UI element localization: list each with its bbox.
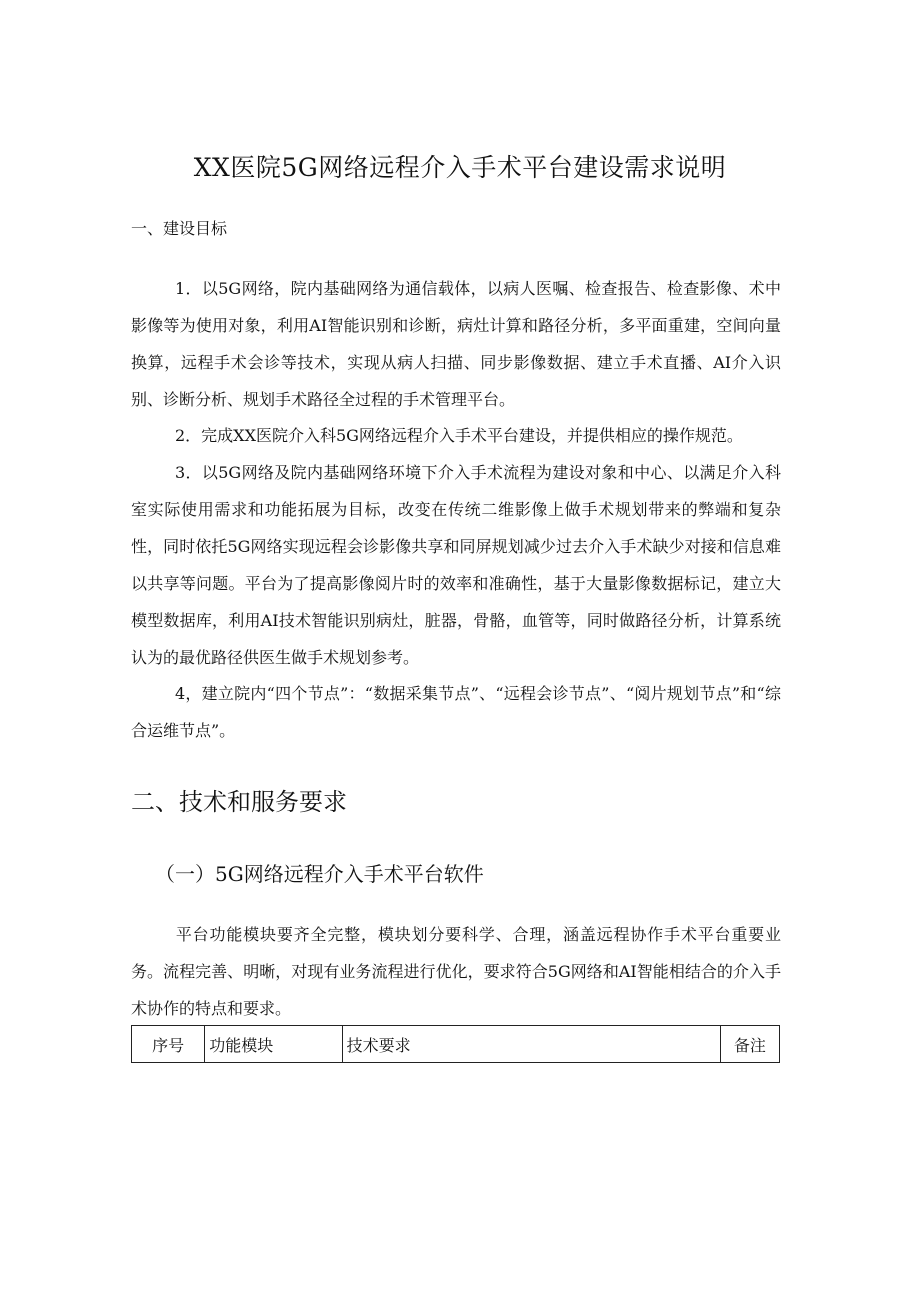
goal-item-3-text: 3．以5G网络及院内基础网络环境下介入手术流程为建设对象和中心、以满足介入科室实际使用需求和功能拓展为目标，改变在传统二维影像上做手术规划带来的弊端和复杂性，同时依托5G网络实现远程会诊影像共享和同屏规划减少过去介入手术缺少对接和信息难以共享等问题。平台为了提高影像阅片时的效率和准确性，基于大量影像数据标记，建立大模型数据库，利用AI技术智能识别病灶，脏器，骨骼，血管等，同时做路径分析，计算系统认为的最优路径供医生做手术规划参考。 bbox=[131, 463, 781, 667]
subsection-heading-software: （一）5G网络远程介入手术平台软件 bbox=[155, 862, 484, 886]
section-heading-goals: 一、建设目标 bbox=[131, 219, 228, 238]
goal-item-2-text: 2．完成XX医院介入科5G网络远程介入手术平台建设，并提供相应的操作规范。 bbox=[175, 426, 743, 445]
software-description bbox=[131, 916, 781, 1027]
requirements-table bbox=[131, 1025, 780, 1063]
goal-item-3 bbox=[131, 454, 781, 676]
software-description-text: 平台功能模块要齐全完整，模块划分要科学、合理，涵盖远程协作手术平台重要业务。流程完善、明晰，对现有业务流程进行优化，要求符合5G网络和AI智能相结合的介入手术协作的特点和要求。 bbox=[131, 925, 781, 1018]
section-heading-requirements: 二、技术和服务要求 bbox=[131, 788, 347, 816]
goal-item-4-text: 4，建立院内“四个节点”：“数据采集节点”、“远程会诊节点”、“阅片规划节点”和“综合运维节点”。 bbox=[131, 684, 781, 740]
document-title: XX医院5G网络远程介入手术平台建设需求说明 bbox=[193, 153, 727, 182]
header-cell-remark: 备注 bbox=[720, 1026, 779, 1063]
table-header-row bbox=[132, 1026, 780, 1063]
header-cell-index: 序号 bbox=[132, 1026, 205, 1063]
goal-item-4 bbox=[131, 675, 781, 749]
header-cell-module: 功能模块 bbox=[205, 1026, 342, 1063]
goal-item-2 bbox=[131, 417, 781, 454]
goal-item-1-text: 1．以5G网络，院内基础网络为通信载体，以病人医嘱、检查报告、检查影像、术中影像等为使用对象，利用AI智能识别和诊断，病灶计算和路径分析，多平面重建，空间向量换算，远程手术会诊等技术，实现从病人扫描、同步影像数据、建立手术直播、AI介入识别、诊断分析、规划手术路径全过程的手术管理平台。 bbox=[131, 279, 781, 409]
goal-item-1 bbox=[131, 270, 781, 418]
header-cell-requirement: 技术要求 bbox=[342, 1026, 720, 1063]
